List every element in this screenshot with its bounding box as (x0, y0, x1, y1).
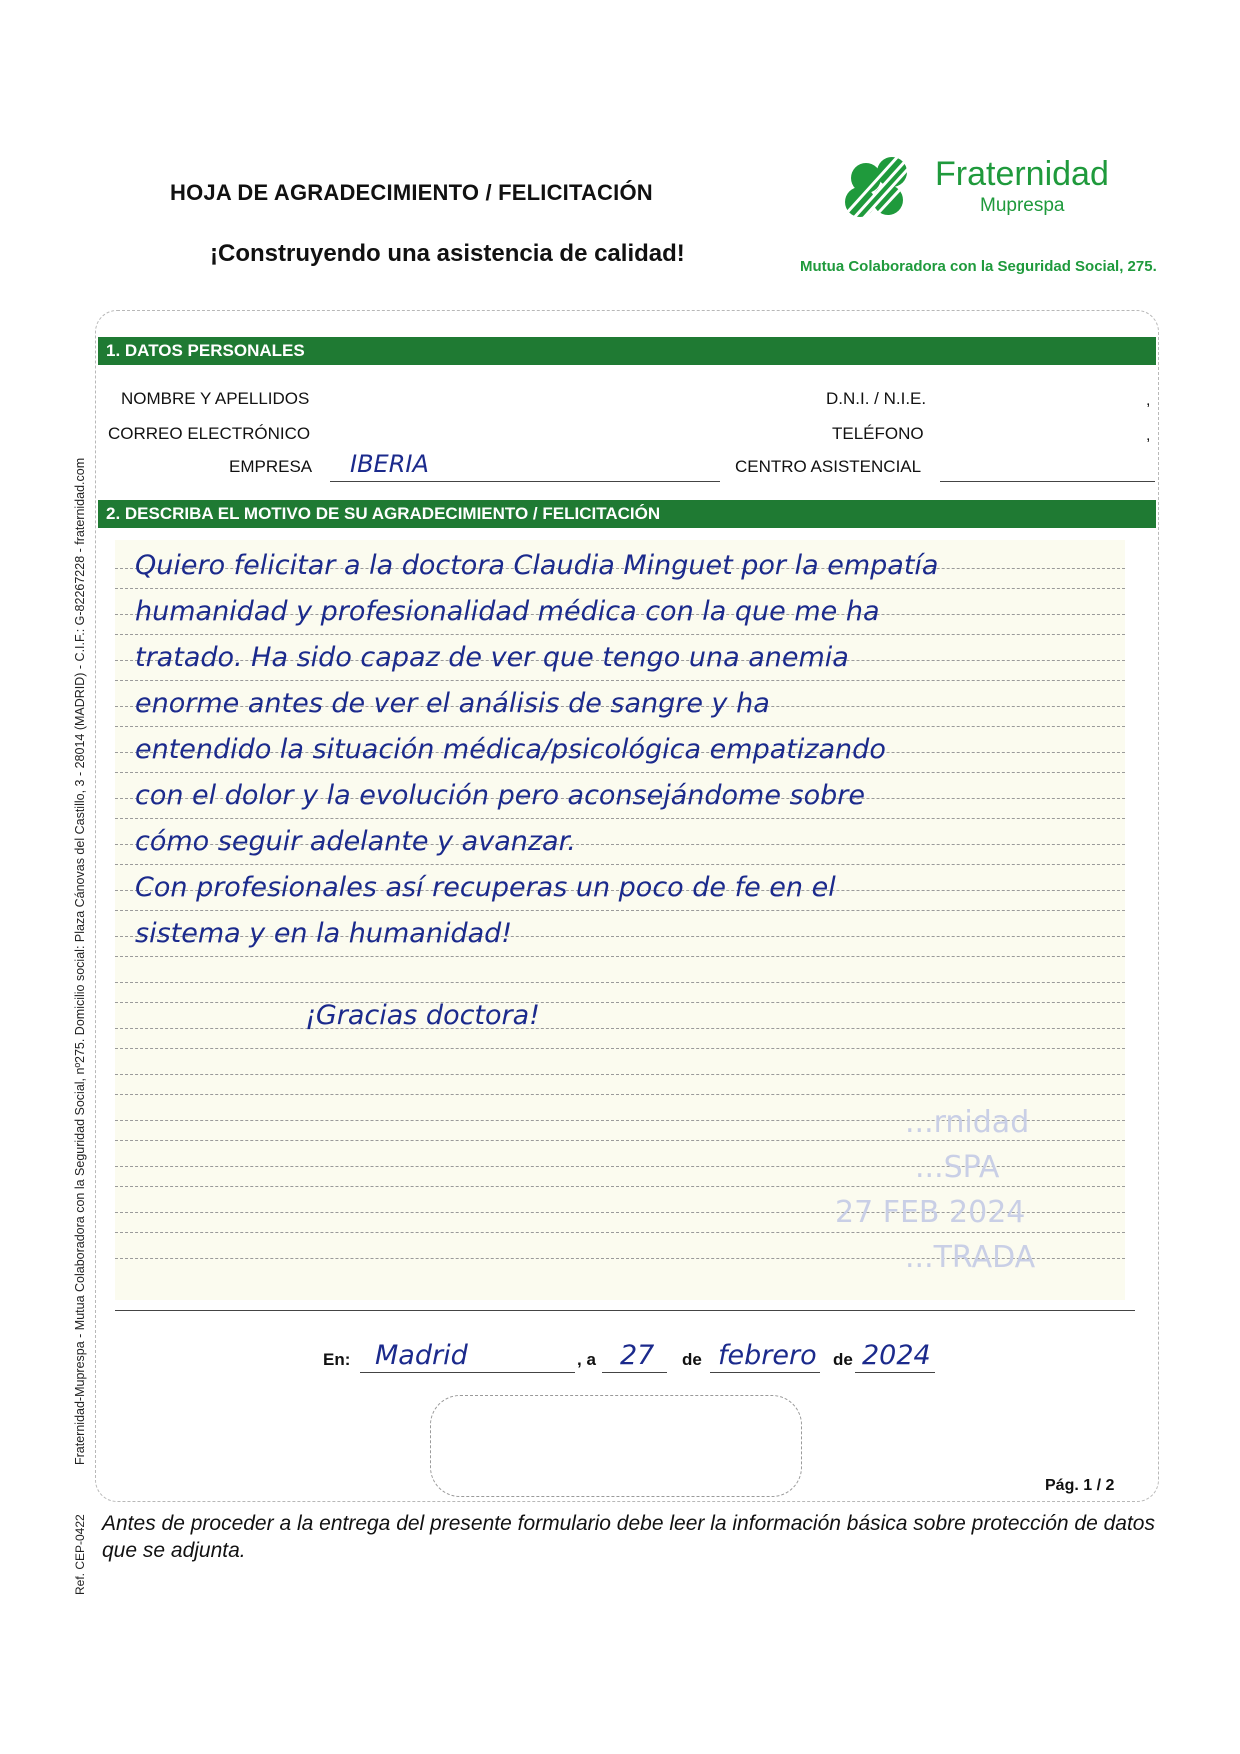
data-protection-disclaimer: Antes de proceder a la entrega del presente formulario debe leer la información básica sobre protección de datos que se adjunta. (102, 1512, 1155, 1562)
handwritten-line: entendido la situación médica/psicológica empatizando (135, 734, 886, 765)
empresa-value: IBERIA (350, 450, 429, 478)
handwritten-line: con el dolor y la evolución pero aconsejándome sobre (135, 780, 865, 811)
signature-box[interactable] (430, 1395, 802, 1497)
month-value: febrero (718, 1340, 817, 1371)
day-value: 27 (620, 1340, 655, 1371)
a-label: , a (577, 1350, 596, 1369)
reception-stamp-line: ...SPA (915, 1150, 1000, 1185)
empresa-label: EMPRESA (229, 457, 313, 476)
nombre-label: NOMBRE Y APELLIDOS (121, 389, 310, 408)
en-label: En: (323, 1350, 351, 1369)
day-field[interactable] (602, 1372, 667, 1373)
comment-area[interactable] (115, 540, 1125, 1300)
handwritten-line: Con profesionales así recuperas un poco de fe en el (135, 872, 836, 903)
dni-label: D.N.I. / N.I.E. (826, 389, 927, 408)
form-reference: Ref. CEP-0422 (73, 1514, 87, 1595)
page-number: Pág. 1 / 2 (1045, 1477, 1115, 1494)
empresa-field[interactable] (330, 481, 720, 482)
brand-name: Fraternidad (935, 155, 1109, 193)
comment-end-line (115, 1310, 1135, 1311)
centro-label: CENTRO ASISTENCIAL (735, 457, 922, 476)
month-field[interactable] (710, 1372, 820, 1373)
handwritten-line: tratado. Ha sido capaz de ver que tengo una anemia (135, 642, 849, 673)
telefono-label: TELÉFONO (832, 424, 924, 443)
reception-stamp-line: ...rnidad (905, 1105, 1030, 1140)
handwritten-line: sistema y en la humanidad! (135, 918, 513, 949)
form-title: HOJA DE AGRADECIMIENTO / FELICITACIÓN (170, 180, 653, 205)
handwritten-line: humanidad y profesionalidad médica con la que me ha (135, 596, 880, 627)
legal-side-text: Fraternidad-Muprespa - Mutua Colaboradora con la Seguridad Social, nº275. Domicilio social: Plaza Cánovas del Castillo, 3 - 28014 (MADRID) - C.I.F.: G-82267228 - fraternidad.com (73, 457, 87, 1465)
telefono-field-end[interactable]: , (1146, 427, 1151, 444)
section-personal-data-header: 1. DATOS PERSONALES (98, 337, 1156, 365)
year-field[interactable] (855, 1372, 935, 1373)
handwritten-line: cómo seguir adelante y avanzar. (135, 826, 576, 857)
fraternidad-logo-icon (830, 150, 930, 230)
place-value: Madrid (375, 1340, 468, 1371)
year-value: 2024 (862, 1340, 931, 1371)
de-label: de (682, 1350, 702, 1369)
reception-stamp-date: 27 FEB 2024 (835, 1195, 1026, 1230)
brand-mutua-text: Mutua Colaboradora con la Seguridad Social, 275. (800, 258, 1157, 275)
handwritten-line: ¡Gracias doctora! (305, 1000, 541, 1031)
dni-field-end[interactable]: , (1146, 392, 1151, 409)
brand-subname: Muprespa (980, 195, 1065, 216)
section-reason-header: 2. DESCRIBA EL MOTIVO DE SU AGRADECIMIENTO / FELICITACIÓN (98, 500, 1156, 528)
place-field[interactable] (360, 1372, 575, 1373)
form-subtitle: ¡Construyendo una asistencia de calidad! (210, 240, 685, 267)
handwritten-line: Quiero felicitar a la doctora Claudia Minguet por la empatía (135, 550, 939, 581)
centro-field[interactable] (940, 481, 1155, 482)
de2-label: de (833, 1350, 853, 1369)
correo-label: CORREO ELECTRÓNICO (108, 424, 311, 443)
handwritten-line: enorme antes de ver el análisis de sangre y ha (135, 688, 770, 719)
reception-stamp-line: ...TRADA (905, 1240, 1036, 1275)
